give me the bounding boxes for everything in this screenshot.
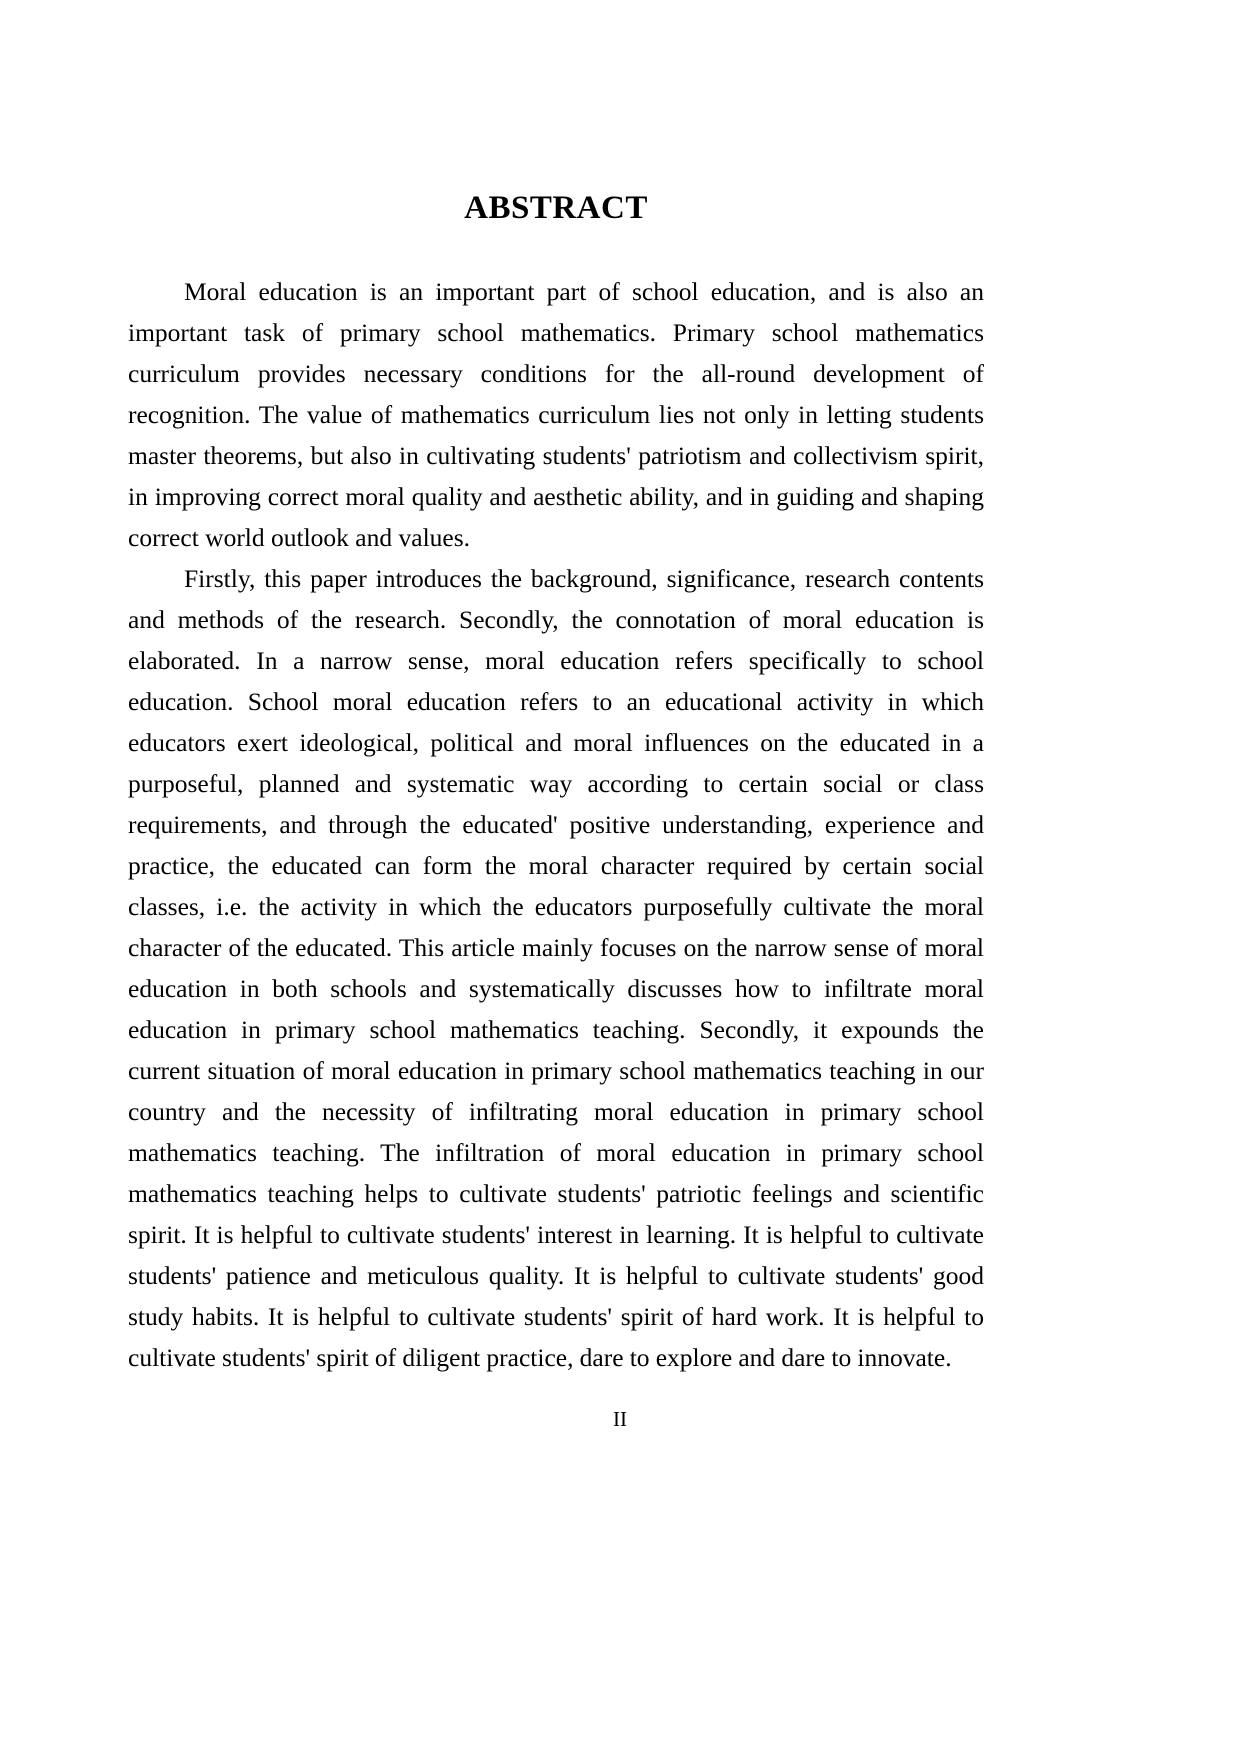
abstract-paragraph-1: Moral education is an important part of school education, and is also an important task of primary school mathematics. Primary school mathematics curriculum provides necessary conditions for the all-round development of recognition. The value of mathematics curriculum lies not only in letting students master theorems, but also in cultivating students' patriotism and collectivism spirit, in improving correct moral quality and aesthetic ability, and in guiding and shaping correct world outlook and values. [128, 277, 984, 553]
page-number-footer: II [613, 1407, 627, 1431]
abstract-paragraph-2: Firstly, this paper introduces the background, significance, research contents and methods of the research. Secondly, the connotation of moral education is elaborated. In a narrow sense, moral education refers specifically to school education. School moral education refers to an educational activity in which educators exert ideological, political and moral influences on the educated in a purposeful, planned and systematic way according to certain social or class requirements, and through the educated' positive understanding, experience and practice, the educated can form the moral character required by certain social classes, i.e. the activity in which the educators purposefully cultivate the moral character of the educated. This article mainly focuses on the narrow sense of moral education in both schools and systematically discusses how to infiltrate moral education in primary school mathematics teaching. Secondly, it expounds the current situation of moral education in primary school mathematics teaching in our country and the necessity of infiltrating moral education in primary school mathematics teaching. The infiltration of moral education in primary school mathematics teaching helps to cultivate students' patriotic feelings and scientific spirit. It is helpful to cultivate students' interest in learning. It is helpful to cultivate students' patience and meticulous quality. It is helpful to cultivate students' good study habits. It is helpful to cultivate students' spirit of hard work. It is helpful to cultivate students' spirit of diligent practice, dare to explore and dare to innovate. [128, 564, 984, 1373]
page-content [128, 0, 984, 1378]
page-title: ABSTRACT [464, 190, 648, 226]
abstract-body [128, 271, 984, 1378]
